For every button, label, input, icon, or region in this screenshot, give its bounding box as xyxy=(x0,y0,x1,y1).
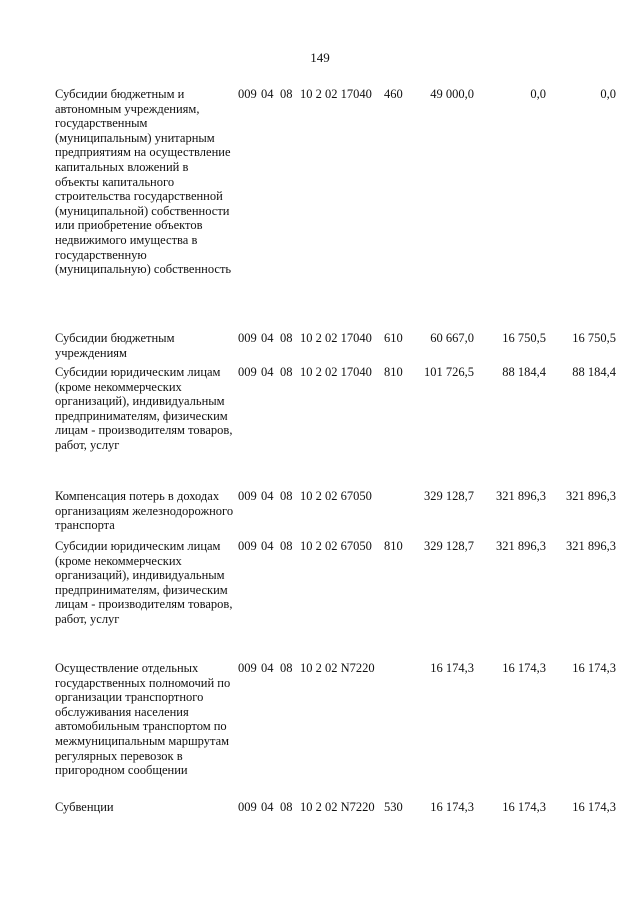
row-description: Осуществление отдельных государственных полномочий по организации транспортного обслуживания населения автомобильным транспортом по межмуниципальным маршрутам регулярных перевозок в пригородном сообщении xyxy=(55,661,231,778)
expense-type-code: 610 xyxy=(384,331,403,345)
amount-col-3: 0,0 xyxy=(600,87,616,101)
section-code: 04 xyxy=(261,661,274,675)
target-article-code: 10 2 02 67050 xyxy=(300,489,372,503)
dept-code: 009 xyxy=(238,539,257,553)
target-article-code: 10 2 02 17040 xyxy=(300,331,372,345)
subsection-code: 08 xyxy=(280,661,293,675)
expense-type-code: 810 xyxy=(384,365,403,379)
expense-type-code: 460 xyxy=(384,87,403,101)
target-article-code: 10 2 02 N7220 xyxy=(300,661,375,675)
dept-code: 009 xyxy=(238,489,257,503)
amount-col-3: 16 174,3 xyxy=(572,661,616,675)
expense-type-code: 810 xyxy=(384,539,403,553)
row-description: Субсидии юридическим лицам (кроме некоммерческих организаций), индивидуальным предпринимателям, физическим лицам - производителям товаров, работ, услуг xyxy=(55,539,233,626)
amount-col-1: 101 726,5 xyxy=(424,365,474,379)
amount-col-3: 16 750,5 xyxy=(572,331,616,345)
expense-type-code: 530 xyxy=(384,800,403,814)
amount-col-2: 321 896,3 xyxy=(496,539,546,553)
amount-col-3: 16 174,3 xyxy=(572,800,616,814)
amount-col-2: 88 184,4 xyxy=(502,365,546,379)
amount-col-1: 16 174,3 xyxy=(430,800,474,814)
subsection-code: 08 xyxy=(280,365,293,379)
row-description: Субсидии юридическим лицам (кроме некоммерческих организаций), индивидуальным предпринимателям, физическим лицам - производителям товаров, работ, услуг xyxy=(55,365,233,452)
amount-col-2: 16 174,3 xyxy=(502,800,546,814)
amount-col-3: 88 184,4 xyxy=(572,365,616,379)
amount-col-2: 16 750,5 xyxy=(502,331,546,345)
target-article-code: 10 2 02 17040 xyxy=(300,365,372,379)
target-article-code: 10 2 02 N7220 xyxy=(300,800,375,814)
amount-col-3: 321 896,3 xyxy=(566,539,616,553)
row-description: Субсидии бюджетным и автономным учреждениям, государственным (муниципальным) унитарным предприятиям на осуществление капитальных вложений в объекты капитального строительства государственной (муниципальной) собственности или приобретение объектов недвижимого имущества в государственную (муниципальную) собственность xyxy=(55,87,232,277)
section-code: 04 xyxy=(261,539,274,553)
dept-code: 009 xyxy=(238,661,257,675)
page-number: 149 xyxy=(310,50,330,65)
amount-col-1: 329 128,7 xyxy=(424,489,474,503)
subsection-code: 08 xyxy=(280,489,293,503)
subsection-code: 08 xyxy=(280,539,293,553)
row-description: Компенсация потерь в доходах организациям железнодорожного транспорта xyxy=(55,489,234,533)
dept-code: 009 xyxy=(238,800,257,814)
dept-code: 009 xyxy=(238,87,257,101)
section-code: 04 xyxy=(261,489,274,503)
subsection-code: 08 xyxy=(280,87,293,101)
subsection-code: 08 xyxy=(280,800,293,814)
amount-col-1: 16 174,3 xyxy=(430,661,474,675)
row-description: Субвенции xyxy=(55,800,114,814)
amount-col-2: 16 174,3 xyxy=(502,661,546,675)
section-code: 04 xyxy=(261,87,274,101)
amount-col-2: 0,0 xyxy=(530,87,546,101)
amount-col-1: 60 667,0 xyxy=(430,331,474,345)
amount-col-1: 329 128,7 xyxy=(424,539,474,553)
dept-code: 009 xyxy=(238,331,257,345)
subsection-code: 08 xyxy=(280,331,293,345)
section-code: 04 xyxy=(261,331,274,345)
section-code: 04 xyxy=(261,365,274,379)
amount-col-3: 321 896,3 xyxy=(566,489,616,503)
target-article-code: 10 2 02 17040 xyxy=(300,87,372,101)
row-description: Субсидии бюджетным учреждениям xyxy=(55,331,175,360)
amount-col-2: 321 896,3 xyxy=(496,489,546,503)
target-article-code: 10 2 02 67050 xyxy=(300,539,372,553)
section-code: 04 xyxy=(261,800,274,814)
amount-col-1: 49 000,0 xyxy=(430,87,474,101)
dept-code: 009 xyxy=(238,365,257,379)
